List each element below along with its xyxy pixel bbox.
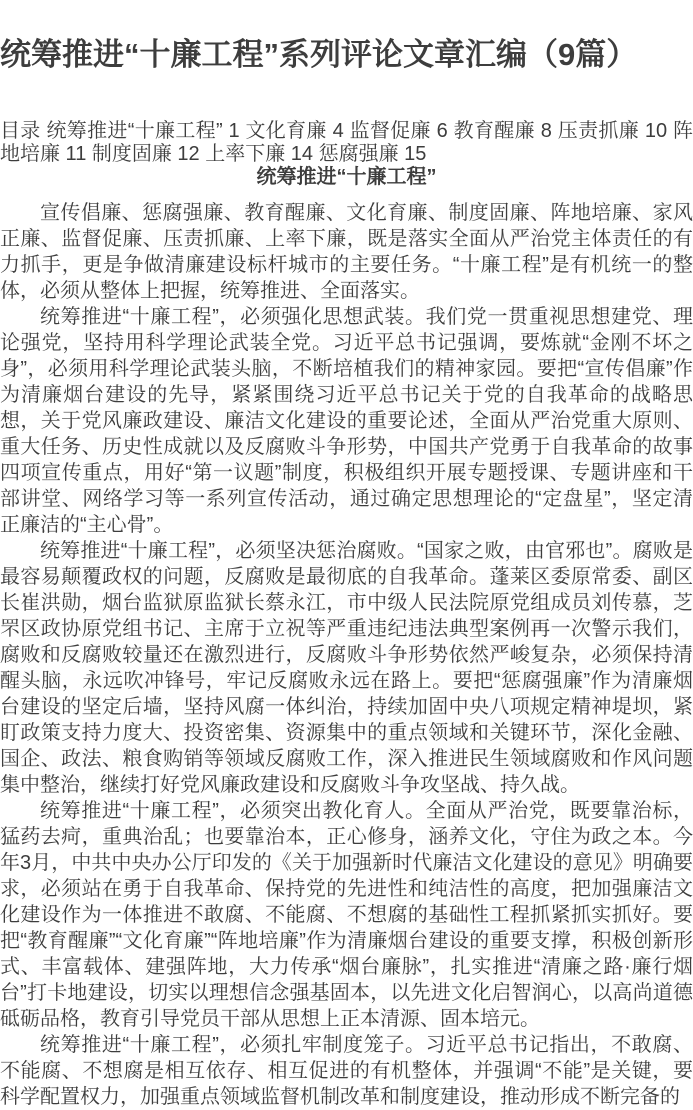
paragraph-punish-corruption: 统筹推进“十廉工程”，必须坚决惩治腐败。“国家之败，由官邪也”。腐败是最容易颠覆政权的问题，反腐败是最彻底的自我革命。蓬莱区委原常委、副区长崔洪勋，烟台监狱原监狱长蔡永江，市中级人民法院原党组成员刘传慕，芝罘区政协原党组书记、主席于立祝等严重违纪违法典型案例再一次警示我们，腐败和反腐败较量还在激烈进行，反腐败斗争形势依然严峻复杂，必须保持清醒头脑，永远吹冲锋号，牢记反腐败永远在路上。要把“惩腐强廉”作为清廉烟台建设的坚定后墙，坚持风腐一体纠治，持续加固中央八项规定精神堤坝，紧盯政策支持力度大、投资密集、资源集中的重点领域和关键环节，深化金融、国企、政法、粮食购销等领域反腐败工作，深入推进民生领域腐败和作风问题集中整治，继续打好党风廉政建设和反腐败斗争攻坚战、持久战。 <box>0 540 693 796</box>
paragraph-ideological-arming: 统筹推进“十廉工程”，必须强化思想武装。我们党一贯重视思想建党、理论强党，坚持用科学理论武装全党。习近平总书记强调，要炼就“金刚不坏之身”，必须用科学理论武装头脑，不断培植我们的精神家园。要把“宣传倡廉”作为清廉烟台建设的先导，紧紧围绕习近平总书记关于党的自我革命的战略思想，关于党风廉政建设、廉洁文化建设的重要论述，全面从严治党重大原则、重大任务、历史性成就以及反腐败斗争形势，中国共产党勇于自我革命的故事四项宣传重点，用好“第一议题”制度，积极组织开展专题授课、专题讲座和干部讲堂、网络学习等一系列宣传活动，通过确定思想理论的“定盘星”，坚定清正廉洁的“主心骨”。 <box>0 306 693 536</box>
document-title: 统筹推进“十廉工程”系列评论文章汇编（9篇） <box>0 37 638 72</box>
section-heading: 统筹推进“十廉工程” <box>256 166 437 188</box>
table-of-contents: 目录 统筹推进“十廉工程” 1 文化育廉 4 监督促廉 6 教育醒廉 8 压责抓廉 10 阵地培廉 11 制度固廉 12 上率下廉 14 惩腐强廉 15 <box>0 120 693 165</box>
paragraph-education: 统筹推进“十廉工程”，必须突出教化育人。全面从严治党，既要靠治标，猛药去疴，重典治乱；也要靠治本，正心修身，涵养文化，守住为政之本。今年3月，中共中央办公厅印发的《关于加强新时代廉洁文化建设的意见》明确要求，必须站在勇于自我革命、保持党的先进性和纯洁性的高度，把加强廉洁文化建设作为一体推进不敢腐、不能腐、不想腐的基础性工程抓紧抓实抓好。要把“教育醒廉”“文化育廉”“阵地培廉”作为清廉烟台建设的重要支撑，积极创新形式、丰富载体、建强阵地，大力传承“烟台廉脉”，扎实推进“清廉之路·廉行烟台”打卡地建设，切实以理想信念强基固本，以先进文化启智润心，以高尚道德砥砺品格，教育引导党员干部从思想上正本清源、固本培元。 <box>0 800 693 1030</box>
paragraph-overview: 宣传倡廉、惩腐强廉、教育醒廉、文化育廉、制度固廉、阵地培廉、家风正廉、监督促廉、压责抓廉、上率下廉，既是落实全面从严治党主体责任的有力抓手，更是争做清廉建设标杆城市的主要任务。“十廉工程”是有机统一的整体，必须从整体上把握，统筹推进、全面落实。 <box>0 202 693 302</box>
paragraph-institutional-cage: 统筹推进“十廉工程”，必须扎牢制度笼子。习近平总书记指出，不敢腐、不能腐、不想腐是相互依存、相互促进的有机整体，并强调“不能”是关键，要科学配置权力，加强重点领域监督机制改革和制度建设，推动形成不断完备的 <box>0 1034 693 1108</box>
